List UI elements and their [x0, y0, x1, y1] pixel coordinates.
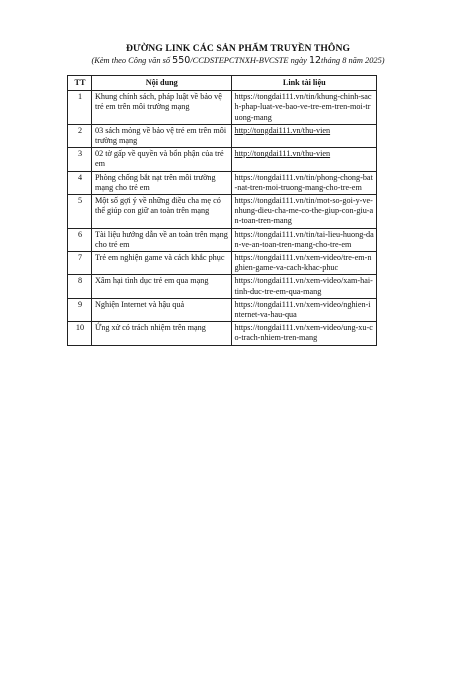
table-row: [68, 322, 377, 345]
row-number: 3: [68, 148, 92, 171]
table-row: [68, 171, 377, 194]
handwritten-day: 12: [308, 55, 322, 66]
document-subtitle: [0, 55, 476, 66]
table-row: [68, 148, 377, 171]
column-header-link: Link tài liệu: [231, 76, 377, 91]
row-content: Tài liệu hướng dẫn về an toàn trên mạng cho trẻ em: [91, 228, 231, 251]
row-content: 03 sách mỏng về bảo vệ trẻ em trên môi trường mạng: [91, 124, 231, 147]
row-number: 7: [68, 252, 92, 275]
row-content: Trẻ em nghiện game và cách khắc phục: [91, 252, 231, 275]
row-number: 4: [68, 171, 92, 194]
row-link-cell: [231, 195, 377, 229]
column-header-content: Nội dung: [91, 76, 231, 91]
document-link[interactable]: http://tongdai111.vn/thu-vien: [234, 149, 331, 159]
row-link-cell: [231, 298, 377, 321]
table-row: [68, 275, 377, 298]
links-table: [67, 75, 377, 346]
row-content: 02 tờ gấp về quyền và bổn phận của trẻ em: [91, 148, 231, 171]
document-link[interactable]: https://tongdai111.vn/tin/mot-so-goi-y-ve-nhung-dieu-cha-me-co-the-giup-con-giu-an-toan-tren-mang: [234, 196, 374, 226]
table-header-row: [68, 76, 377, 91]
row-link-cell: [231, 228, 377, 251]
row-content: Khung chính sách, pháp luật về bảo vệ trẻ em trên môi trường mạng: [91, 91, 231, 125]
row-content: Một số gợi ý về những điều cha mẹ có thể giúp con giữ an toàn trên mạng: [91, 195, 231, 229]
table-row: [68, 228, 377, 251]
document-link[interactable]: https://tongdai111.vn/xem-video/ung-xu-co-trach-nhiem-tren-mang: [234, 323, 373, 343]
row-link-cell: [231, 275, 377, 298]
table-row: [68, 252, 377, 275]
table-row: [68, 195, 377, 229]
row-content: Ứng xử có trách nhiệm trên mạng: [91, 322, 231, 345]
table-row: [68, 91, 377, 125]
row-link-cell: [231, 322, 377, 345]
document-link[interactable]: https://tongdai111.vn/xem-video/tre-em-nghien-game-va-cach-khac-phuc: [234, 253, 372, 273]
row-number: 2: [68, 124, 92, 147]
subtitle-prefix: (Kèm theo Công văn số: [91, 56, 173, 65]
document-link[interactable]: http://tongdai111.vn/thu-vien: [234, 125, 331, 135]
table-row: [68, 298, 377, 321]
row-content: Xâm hại tình dục trẻ em qua mạng: [91, 275, 231, 298]
document-link[interactable]: https://tongdai111.vn/xem-video/xam-hai-tinh-duc-tre-em-qua-mang: [234, 276, 373, 296]
column-header-tt: TT: [68, 76, 92, 91]
row-link-cell: [231, 148, 377, 171]
document-title: ĐƯỜNG LINK CÁC SẢN PHẨM TRUYỀN THÔNG: [125, 43, 351, 54]
row-link-cell: [231, 252, 377, 275]
table-row: [68, 124, 377, 147]
row-number: 5: [68, 195, 92, 229]
document-link[interactable]: https://tongdai111.vn/tin/phong-chong-bat-nat-tren-moi-truong-mang-cho-tre-em: [234, 172, 373, 192]
document-link[interactable]: https://tongdai111.vn/tin/tai-lieu-huong-dan-ve-an-toan-tren-mang-cho-tre-em: [234, 229, 374, 249]
row-link-cell: [231, 171, 377, 194]
row-number: 6: [68, 228, 92, 251]
subtitle-suffix: tháng 8 năm 2025): [321, 56, 385, 65]
document-link[interactable]: https://tongdai111.vn/xem-video/nghien-internet-va-hau-qua: [234, 299, 371, 320]
row-number: 10: [68, 322, 92, 345]
subtitle-mid: /CCDSTEPCTNXH-BVCSTE ngày: [190, 56, 309, 65]
row-number: 8: [68, 275, 92, 298]
handwritten-doc-number: 550: [172, 55, 191, 66]
row-content: Phòng chống bắt nạt trên môi trường mạng cho trẻ em: [91, 171, 231, 194]
row-content: Nghiện Internet và hậu quả: [91, 298, 231, 321]
row-number: 9: [68, 298, 92, 321]
document-link[interactable]: https://tongdai111.vn/tin/khung-chinh-sach-phap-luat-ve-bao-ve-tre-em-tren-moi-truong-mang: [234, 92, 372, 122]
row-number: 1: [68, 91, 92, 125]
row-link-cell: [231, 124, 377, 147]
row-link-cell: [231, 91, 377, 125]
